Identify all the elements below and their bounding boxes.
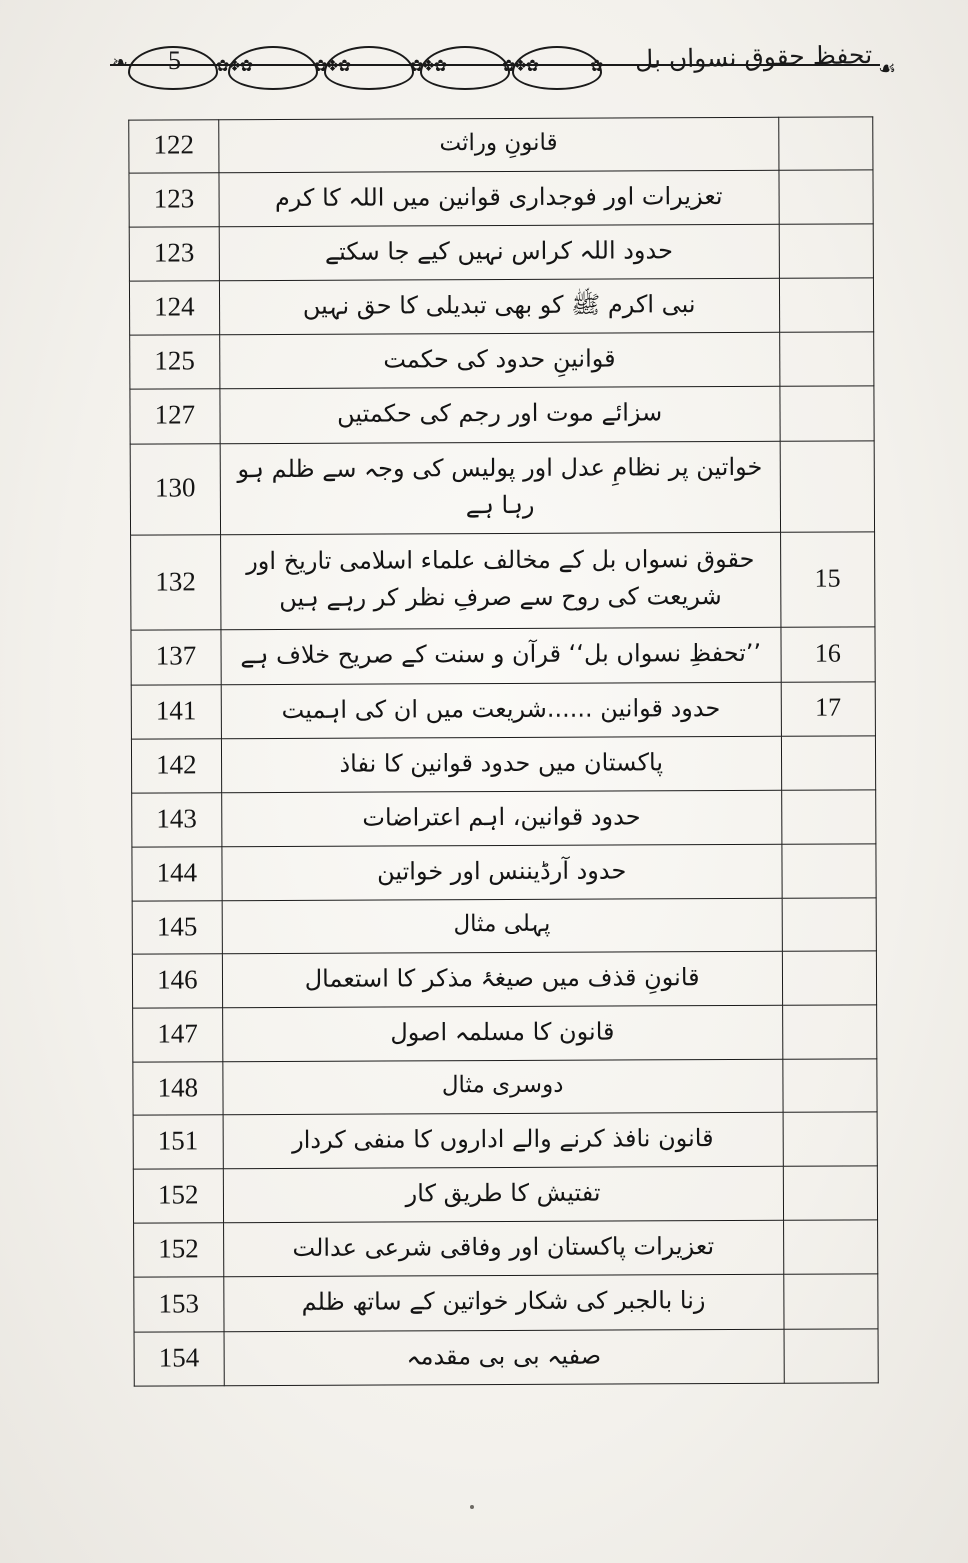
row-page-number: 125 xyxy=(130,335,220,390)
row-title: قوانینِ حدود کی حکمت xyxy=(219,332,779,389)
table-row xyxy=(134,1329,878,1386)
table-row xyxy=(134,1220,878,1277)
row-title: قانونِ قذف میں صیغۂ مذکر کا استعمال xyxy=(222,951,782,1008)
table-of-contents xyxy=(128,116,879,1386)
row-page-number: 147 xyxy=(133,1008,223,1063)
row-chapter-number xyxy=(782,951,877,1006)
row-page-number: 145 xyxy=(132,901,222,954)
table-row xyxy=(131,532,875,631)
row-title: حدود قوانین ......شریعت میں ان کی اہمیت xyxy=(221,682,781,739)
row-page-number: 137 xyxy=(131,630,221,685)
row-page-number: 127 xyxy=(130,389,220,444)
table-row xyxy=(130,386,874,443)
row-title: حدود قوانین، اہم اعتراضات xyxy=(221,790,781,847)
table-row xyxy=(129,170,873,227)
row-page-number: 154 xyxy=(134,1331,224,1386)
row-chapter-number xyxy=(781,790,876,845)
row-title: حقوق نسواں بل کے مخالف علماء اسلامی تاریخ اور شریعت کی روح سے صرفِ نظر کر رہے ہیں xyxy=(220,532,780,630)
row-chapter-number xyxy=(782,1059,877,1112)
row-page-number: 152 xyxy=(133,1169,223,1224)
row-chapter-number xyxy=(779,332,874,387)
table-row xyxy=(134,1274,878,1331)
table-row xyxy=(129,278,873,335)
row-title: صفیہ بی بی مقدمہ xyxy=(224,1329,784,1386)
floral-ornament-icon: ✿❖✿ xyxy=(410,58,446,75)
row-title: حدود آرڈیننس اور خواتین xyxy=(222,844,782,901)
row-chapter-number xyxy=(783,1220,878,1275)
header-scallop-ornament xyxy=(128,42,602,86)
table-row xyxy=(133,1112,877,1169)
table-row xyxy=(133,1059,877,1115)
row-page-number: 141 xyxy=(131,684,221,739)
row-page-number: 144 xyxy=(132,847,222,902)
row-title: تعزیرات پاکستان اور وفاقی شرعی عدالت xyxy=(223,1221,783,1278)
page-number: 5 xyxy=(168,46,181,75)
row-page-number: 122 xyxy=(129,120,219,173)
row-page-number: 124 xyxy=(129,281,219,336)
row-title: پاکستان میں حدود قوانین کا نفاذ xyxy=(221,736,781,793)
row-chapter-number xyxy=(780,386,875,441)
row-title: تعزیرات اور فوجداری قوانین میں اللہ کا کرم xyxy=(219,170,779,227)
table-row xyxy=(129,224,873,281)
row-page-number: 132 xyxy=(131,535,221,631)
row-chapter-number xyxy=(780,440,875,532)
table-row xyxy=(132,951,876,1008)
floral-ornament-icon: ✿❖✿ xyxy=(502,58,538,75)
row-title: زنا بالجبر کی شکار خواتین کے ساتھ ظلم xyxy=(223,1275,783,1332)
row-chapter-number xyxy=(784,1329,879,1384)
row-page-number: 130 xyxy=(130,443,220,535)
table-row xyxy=(133,1005,877,1062)
page-speck xyxy=(470,1505,474,1509)
row-chapter-number xyxy=(781,736,876,791)
row-page-number: 123 xyxy=(129,227,219,282)
row-page-number: 146 xyxy=(132,954,222,1009)
book-running-title: تحفظ حقوق نسواں بل xyxy=(634,40,873,74)
row-page-number: 143 xyxy=(132,793,222,848)
row-chapter-number xyxy=(779,278,874,333)
row-page-number: 142 xyxy=(131,738,221,793)
table-row xyxy=(131,681,875,738)
row-chapter-number xyxy=(782,844,877,899)
row-title: قانون کا مسلمہ اصول xyxy=(222,1005,782,1062)
row-page-number: 148 xyxy=(133,1062,223,1115)
row-chapter-number: 16 xyxy=(781,627,876,682)
table-row xyxy=(132,898,876,954)
row-title: قانونِ وراثت xyxy=(218,117,778,172)
floral-ornament-icon: ✿❖✿ xyxy=(314,58,350,75)
table-row xyxy=(129,117,873,173)
row-title: خواتین پر نظامِ عدل اور پولیس کی وجہ سے ظلم ہو رہا ہے xyxy=(220,441,780,535)
table-row xyxy=(131,627,875,684)
row-chapter-number xyxy=(778,117,873,170)
row-chapter-number xyxy=(783,1112,878,1167)
row-page-number: 123 xyxy=(129,172,219,227)
table-row xyxy=(133,1166,877,1223)
row-title: نبی اکرم ﷺ کو بھی تبدیلی کا حق نہیں xyxy=(219,278,779,335)
row-page-number: 151 xyxy=(133,1115,223,1170)
table-row xyxy=(131,736,875,793)
row-title: حدود اللہ کراس نہیں کیے جا سکتے xyxy=(219,224,779,281)
row-title: سزائے موت اور رجم کی حکمتیں xyxy=(220,387,780,444)
table-row xyxy=(130,332,874,389)
row-title: ’’تحفظِ نسواں بل‘‘ قرآن و سنت کے صریح خلاف ہے xyxy=(221,628,781,685)
row-title: قانون نافذ کرنے والے اداروں کا منفی کردار xyxy=(223,1112,783,1169)
row-chapter-number xyxy=(779,224,874,279)
row-title: تفتیش کا طریق کار xyxy=(223,1166,783,1223)
row-title: دوسری مثال xyxy=(223,1060,783,1115)
row-chapter-number xyxy=(779,170,874,225)
row-page-number: 152 xyxy=(134,1223,224,1278)
row-title: پہلی مثال xyxy=(222,899,782,954)
page-header xyxy=(110,34,896,92)
row-chapter-number xyxy=(782,1005,877,1060)
table-row xyxy=(132,844,876,901)
table-row xyxy=(132,790,876,847)
right-flourish-icon: ☙ xyxy=(878,58,896,80)
left-flourish-icon: ❧ xyxy=(112,53,128,74)
row-chapter-number xyxy=(782,898,877,951)
table-row xyxy=(130,440,874,535)
floral-ornament-icon: ✿ xyxy=(590,58,602,75)
row-chapter-number xyxy=(783,1274,878,1329)
row-chapter-number xyxy=(783,1166,878,1221)
row-chapter-number: 15 xyxy=(780,532,875,628)
floral-ornament-icon: ✿❖✿ xyxy=(216,58,252,75)
row-page-number: 153 xyxy=(134,1277,224,1332)
row-chapter-number: 17 xyxy=(781,681,876,736)
